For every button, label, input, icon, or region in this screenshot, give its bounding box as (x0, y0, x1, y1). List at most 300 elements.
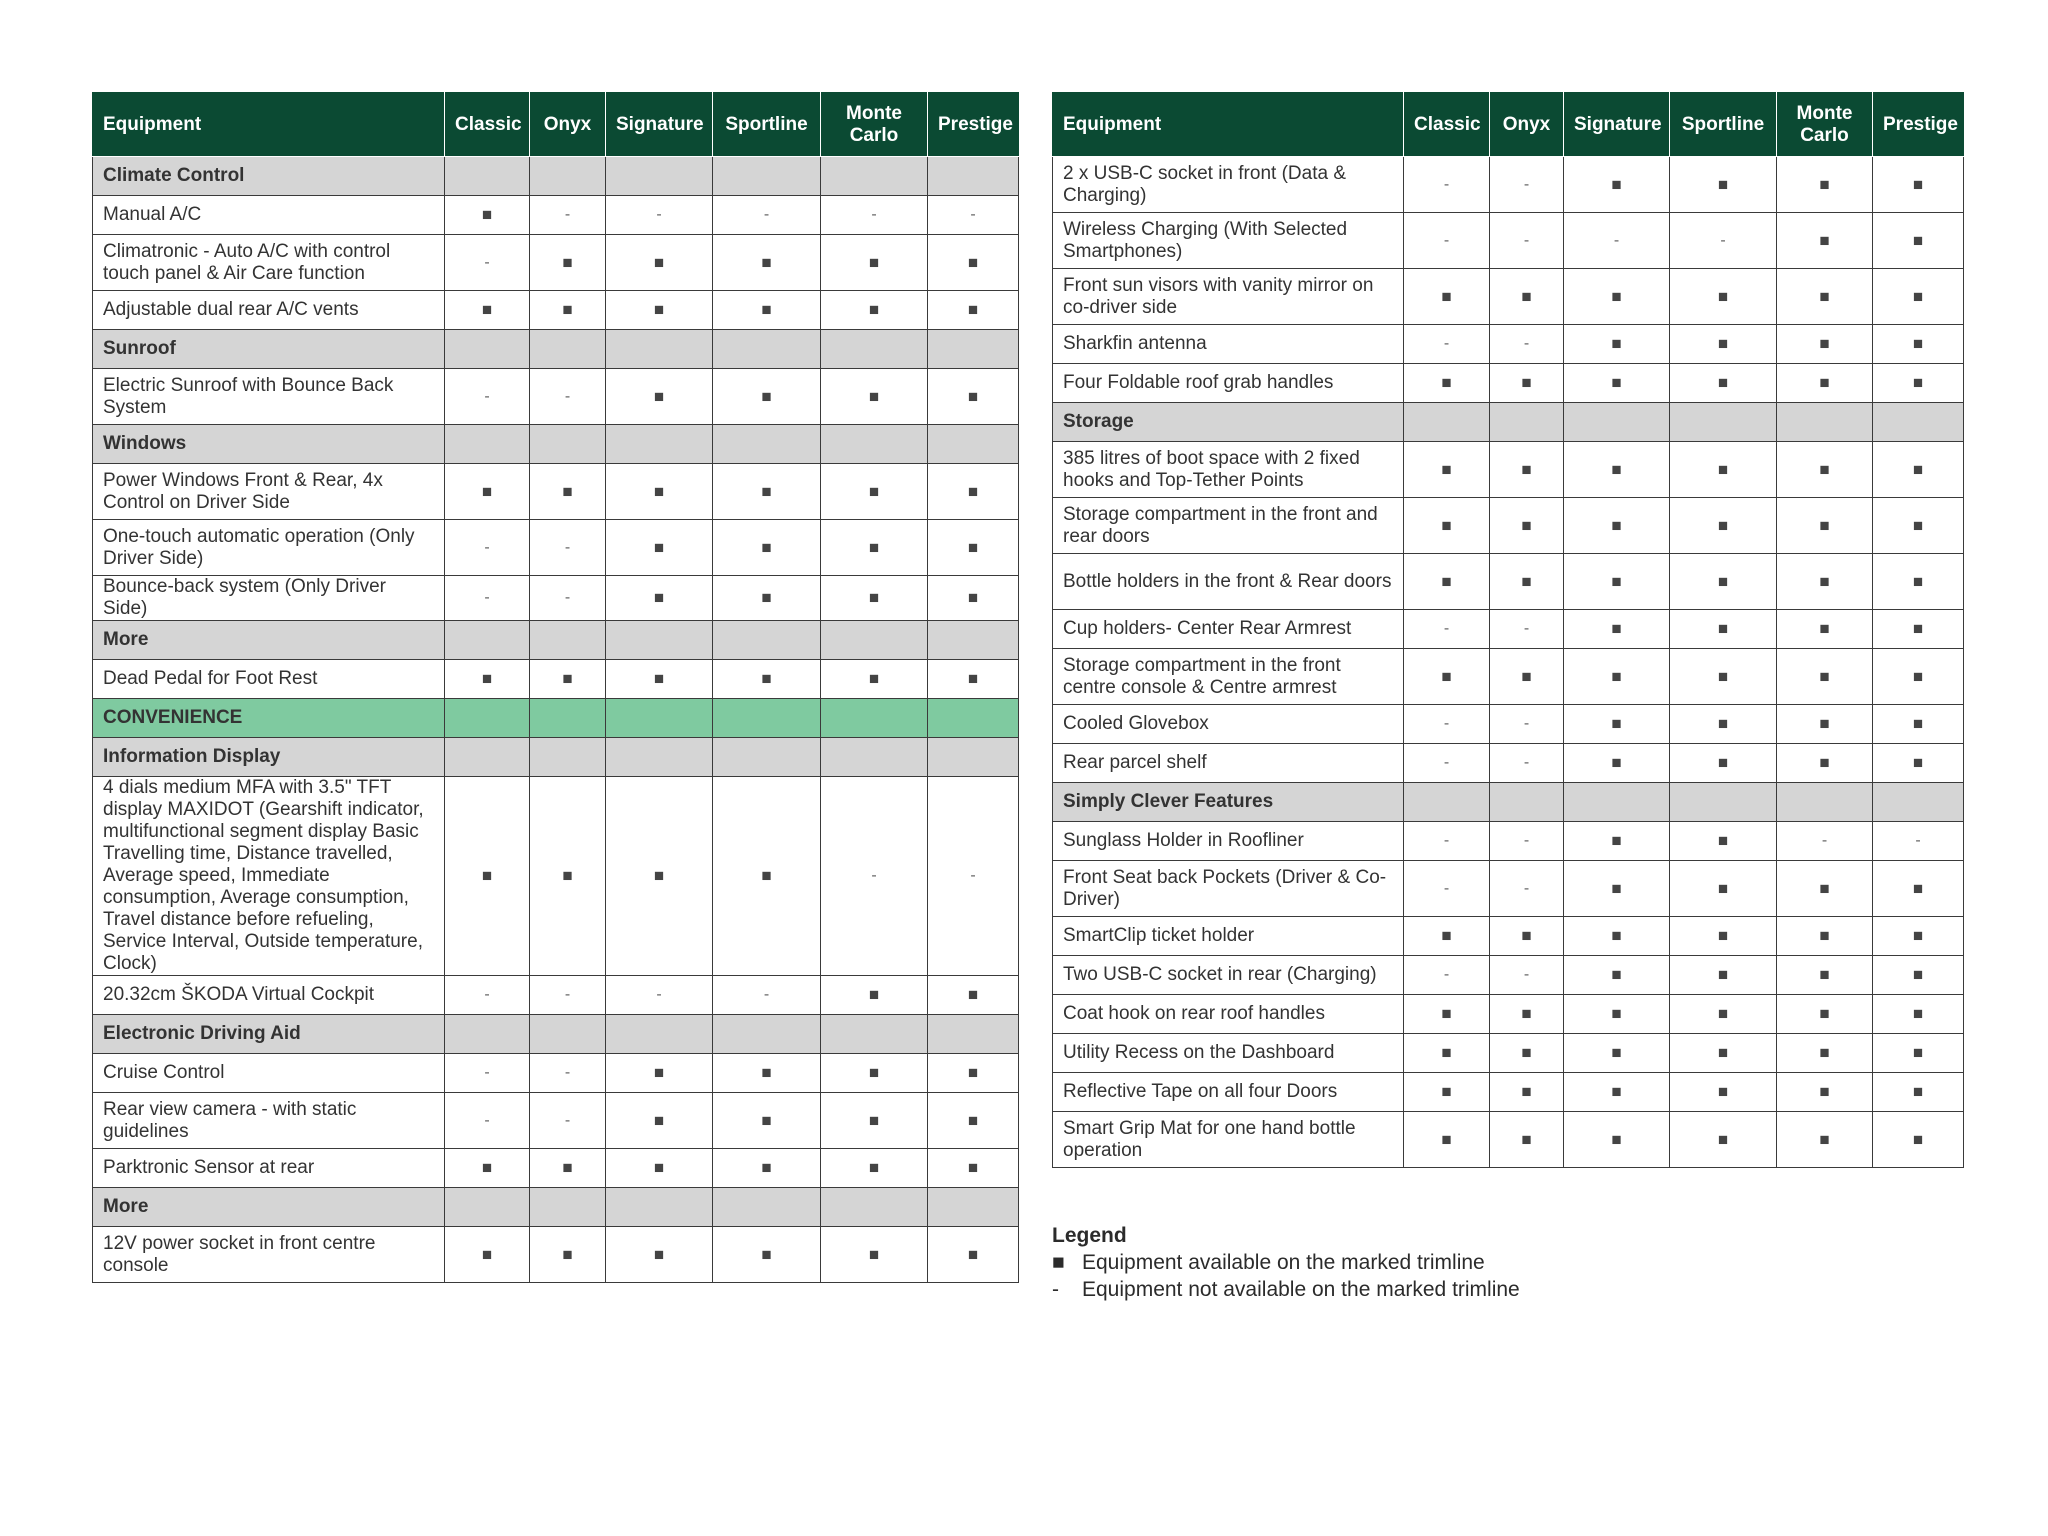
section-label: Sunroof (93, 330, 445, 369)
available-mark: ■ (445, 464, 530, 520)
available-mark: ■ (1873, 649, 1964, 705)
section-empty-cell (928, 1015, 1019, 1054)
available-mark: ■ (1670, 705, 1777, 744)
available-mark: ■ (606, 464, 713, 520)
available-mark: ■ (1404, 442, 1490, 498)
equipment-label: Cup holders- Center Rear Armrest (1053, 610, 1404, 649)
available-mark: ■ (928, 235, 1019, 291)
section-header-row (93, 425, 1019, 464)
available-mark: ■ (1777, 442, 1873, 498)
available-mark: ■ (928, 520, 1019, 576)
available-mark: ■ (530, 1227, 606, 1283)
section-empty-cell (928, 157, 1019, 196)
section-empty-cell (928, 425, 1019, 464)
available-mark: ■ (1670, 364, 1777, 403)
equipment-label: Rear parcel shelf (1053, 744, 1404, 783)
available-mark: ■ (1404, 649, 1490, 705)
section-empty-cell (530, 1015, 606, 1054)
not-available-mark: - (530, 1093, 606, 1149)
equipment-label: Four Foldable roof grab handles (1053, 364, 1404, 403)
table-row (1053, 157, 1964, 213)
available-mark: ■ (1670, 269, 1777, 325)
equipment-label: Parktronic Sensor at rear (93, 1149, 445, 1188)
section-empty-cell (928, 621, 1019, 660)
unavailable-marker-icon: - (1052, 1278, 1059, 1301)
available-mark: ■ (530, 235, 606, 291)
not-available-mark: - (1404, 822, 1490, 861)
available-mark: ■ (821, 576, 928, 621)
not-available-mark: - (530, 196, 606, 235)
section-header-row (93, 1015, 1019, 1054)
available-mark: ■ (1670, 744, 1777, 783)
header-cell: Classic (445, 93, 530, 157)
section-label: CONVENIENCE (93, 699, 445, 738)
available-mark: ■ (1777, 917, 1873, 956)
not-available-mark: - (445, 976, 530, 1015)
table-row (93, 576, 1019, 621)
available-mark: ■ (713, 576, 821, 621)
available-marker-icon: ■ (1052, 1251, 1065, 1274)
header-cell: Classic (1404, 93, 1490, 157)
available-mark: ■ (1873, 744, 1964, 783)
table-row (1053, 822, 1964, 861)
available-mark: ■ (1873, 498, 1964, 554)
section-empty-cell (606, 699, 713, 738)
available-mark: ■ (1670, 442, 1777, 498)
section-label: Electronic Driving Aid (93, 1015, 445, 1054)
available-mark: ■ (821, 464, 928, 520)
section-header-row (93, 621, 1019, 660)
table-row (93, 1093, 1019, 1149)
legend-item (1052, 1276, 1520, 1303)
available-mark: ■ (928, 291, 1019, 330)
section-empty-cell (1404, 403, 1490, 442)
available-mark: ■ (606, 291, 713, 330)
available-mark: ■ (530, 464, 606, 520)
equipment-label: Coat hook on rear roof handles (1053, 995, 1404, 1034)
available-mark: ■ (928, 1227, 1019, 1283)
section-empty-cell (530, 1188, 606, 1227)
table-row (93, 777, 1019, 976)
available-mark: ■ (1490, 442, 1564, 498)
available-mark: ■ (1404, 1112, 1490, 1168)
available-mark: ■ (1873, 442, 1964, 498)
available-mark: ■ (1564, 1112, 1670, 1168)
section-empty-cell (713, 738, 821, 777)
section-empty-cell (1564, 783, 1670, 822)
table-row (93, 196, 1019, 235)
available-mark: ■ (713, 777, 821, 976)
available-mark: ■ (445, 660, 530, 699)
available-mark: ■ (1404, 1034, 1490, 1073)
not-available-mark: - (1490, 157, 1564, 213)
available-mark: ■ (1670, 822, 1777, 861)
not-available-mark: - (1404, 325, 1490, 364)
available-mark: ■ (1490, 1112, 1564, 1168)
equipment-label: 2 x USB-C socket in front (Data & Charging) (1053, 157, 1404, 213)
available-mark: ■ (606, 777, 713, 976)
not-available-mark: - (821, 196, 928, 235)
available-mark: ■ (1564, 956, 1670, 995)
not-available-mark: - (713, 196, 821, 235)
section-empty-cell (606, 621, 713, 660)
available-mark: ■ (1670, 995, 1777, 1034)
available-mark: ■ (1777, 995, 1873, 1034)
section-empty-cell (606, 157, 713, 196)
section-empty-cell (1670, 783, 1777, 822)
available-mark: ■ (1564, 822, 1670, 861)
available-mark: ■ (1564, 610, 1670, 649)
available-mark: ■ (1564, 705, 1670, 744)
equipment-label: Sharkfin antenna (1053, 325, 1404, 364)
section-empty-cell (713, 1015, 821, 1054)
available-mark: ■ (821, 520, 928, 576)
available-mark: ■ (606, 660, 713, 699)
available-mark: ■ (1564, 917, 1670, 956)
section-empty-cell (713, 621, 821, 660)
section-empty-cell (1490, 783, 1564, 822)
not-available-mark: - (445, 369, 530, 425)
section-header-row (93, 738, 1019, 777)
available-mark: ■ (445, 1149, 530, 1188)
table-header-row (93, 93, 1019, 157)
table-row (93, 520, 1019, 576)
available-mark: ■ (1670, 554, 1777, 610)
available-mark: ■ (1777, 1034, 1873, 1073)
available-mark: ■ (445, 291, 530, 330)
not-available-mark: - (1404, 861, 1490, 917)
available-mark: ■ (1777, 744, 1873, 783)
available-mark: ■ (1777, 269, 1873, 325)
available-mark: ■ (530, 1149, 606, 1188)
section-empty-cell (1670, 403, 1777, 442)
section-empty-cell (821, 330, 928, 369)
available-mark: ■ (1490, 1073, 1564, 1112)
available-mark: ■ (606, 1093, 713, 1149)
table-row (93, 291, 1019, 330)
available-mark: ■ (606, 520, 713, 576)
not-available-mark: - (1490, 822, 1564, 861)
available-mark: ■ (928, 576, 1019, 621)
available-mark: ■ (1873, 364, 1964, 403)
section-header-row (1053, 403, 1964, 442)
available-mark: ■ (530, 660, 606, 699)
available-mark: ■ (1873, 213, 1964, 269)
available-mark: ■ (1490, 649, 1564, 705)
equipment-table-right (1052, 92, 1964, 1168)
available-mark: ■ (713, 464, 821, 520)
available-mark: ■ (713, 291, 821, 330)
available-mark: ■ (713, 1093, 821, 1149)
section-empty-cell (713, 425, 821, 464)
available-mark: ■ (1564, 1034, 1670, 1073)
available-mark: ■ (1873, 1034, 1964, 1073)
equipment-label: 20.32cm ŠKODA Virtual Cockpit (93, 976, 445, 1015)
section-empty-cell (1490, 403, 1564, 442)
available-mark: ■ (1564, 744, 1670, 783)
section-header-row (93, 1188, 1019, 1227)
available-mark: ■ (713, 369, 821, 425)
section-empty-cell (606, 738, 713, 777)
not-available-mark: - (445, 1054, 530, 1093)
available-mark: ■ (1777, 1073, 1873, 1112)
available-mark: ■ (1564, 364, 1670, 403)
available-mark: ■ (1490, 995, 1564, 1034)
available-mark: ■ (1777, 157, 1873, 213)
header-cell: Equipment (1053, 93, 1404, 157)
available-mark: ■ (928, 660, 1019, 699)
not-available-mark: - (1490, 325, 1564, 364)
available-mark: ■ (1670, 1073, 1777, 1112)
available-mark: ■ (606, 1054, 713, 1093)
available-mark: ■ (1873, 269, 1964, 325)
section-empty-cell (1777, 403, 1873, 442)
equipment-label: Adjustable dual rear A/C vents (93, 291, 445, 330)
section-empty-cell (713, 699, 821, 738)
not-available-mark: - (1404, 610, 1490, 649)
table-row (1053, 364, 1964, 403)
legend-text: Equipment available on the marked trimline (1082, 1251, 1485, 1274)
table-row (1053, 995, 1964, 1034)
not-available-mark: - (1490, 861, 1564, 917)
available-mark: ■ (1777, 498, 1873, 554)
not-available-mark: - (928, 196, 1019, 235)
available-mark: ■ (1564, 157, 1670, 213)
available-mark: ■ (713, 520, 821, 576)
available-mark: ■ (1670, 917, 1777, 956)
available-mark: ■ (1670, 1034, 1777, 1073)
section-empty-cell (445, 1188, 530, 1227)
available-mark: ■ (928, 1149, 1019, 1188)
available-mark: ■ (1777, 213, 1873, 269)
available-mark: ■ (1404, 269, 1490, 325)
table-row (1053, 861, 1964, 917)
not-available-mark: - (1490, 744, 1564, 783)
available-mark: ■ (1777, 364, 1873, 403)
available-mark: ■ (821, 235, 928, 291)
equipment-label: Electric Sunroof with Bounce Back System (93, 369, 445, 425)
available-mark: ■ (1670, 956, 1777, 995)
not-available-mark: - (1490, 213, 1564, 269)
equipment-label: Reflective Tape on all four Doors (1053, 1073, 1404, 1112)
section-empty-cell (530, 330, 606, 369)
table-row (1053, 917, 1964, 956)
available-mark: ■ (821, 976, 928, 1015)
section-label: More (93, 621, 445, 660)
table-row (1053, 1034, 1964, 1073)
legend (1052, 1222, 1520, 1303)
section-empty-cell (530, 621, 606, 660)
available-mark: ■ (928, 1093, 1019, 1149)
section-empty-cell (1564, 403, 1670, 442)
available-mark: ■ (445, 1227, 530, 1283)
table-row (1053, 498, 1964, 554)
available-mark: ■ (1873, 157, 1964, 213)
available-mark: ■ (1873, 917, 1964, 956)
available-mark: ■ (1873, 956, 1964, 995)
category-header-row (93, 699, 1019, 738)
header-cell: Onyx (530, 93, 606, 157)
available-mark: ■ (1564, 649, 1670, 705)
section-label: Simply Clever Features (1053, 783, 1404, 822)
available-mark: ■ (1404, 917, 1490, 956)
section-empty-cell (606, 425, 713, 464)
header-cell: Monte Carlo (1777, 93, 1873, 157)
available-mark: ■ (530, 777, 606, 976)
section-empty-cell (821, 1188, 928, 1227)
available-mark: ■ (1670, 325, 1777, 364)
available-mark: ■ (1564, 861, 1670, 917)
not-available-mark: - (445, 235, 530, 291)
table-row (1053, 956, 1964, 995)
available-mark: ■ (1670, 498, 1777, 554)
equipment-label: One-touch automatic operation (Only Driver Side) (93, 520, 445, 576)
available-mark: ■ (1564, 554, 1670, 610)
available-mark: ■ (1777, 610, 1873, 649)
available-mark: ■ (821, 1149, 928, 1188)
table-row (1053, 1112, 1964, 1168)
available-mark: ■ (1873, 705, 1964, 744)
not-available-mark: - (445, 576, 530, 621)
table-row (1053, 649, 1964, 705)
available-mark: ■ (445, 777, 530, 976)
available-mark: ■ (821, 1227, 928, 1283)
equipment-label: Cruise Control (93, 1054, 445, 1093)
table-row (93, 464, 1019, 520)
equipment-label: Storage compartment in the front centre console & Centre armrest (1053, 649, 1404, 705)
equipment-label: Dead Pedal for Foot Rest (93, 660, 445, 699)
section-empty-cell (821, 621, 928, 660)
available-mark: ■ (928, 976, 1019, 1015)
available-mark: ■ (1670, 1112, 1777, 1168)
available-mark: ■ (1490, 269, 1564, 325)
not-available-mark: - (1490, 705, 1564, 744)
equipment-label: Two USB-C socket in rear (Charging) (1053, 956, 1404, 995)
not-available-mark: - (1404, 744, 1490, 783)
header-cell: Equipment (93, 93, 445, 157)
not-available-mark: - (1490, 956, 1564, 995)
equipment-label: Sunglass Holder in Roofliner (1053, 822, 1404, 861)
equipment-label: Climatronic - Auto A/C with control touch panel & Air Care function (93, 235, 445, 291)
available-mark: ■ (1564, 995, 1670, 1034)
available-mark: ■ (928, 464, 1019, 520)
section-empty-cell (1873, 783, 1964, 822)
available-mark: ■ (1873, 610, 1964, 649)
table-row (1053, 744, 1964, 783)
available-mark: ■ (713, 1227, 821, 1283)
not-available-mark: - (530, 576, 606, 621)
equipment-label: 4 dials medium MFA with 3.5" TFT display MAXIDOT (Gearshift indicator, multifunctional segment display Basic Travelling time, Distance travelled, Average speed, Immediate consumption, Average consumption, Travel distance before refueling, Service Interval, Outside temperature, Clock) (93, 777, 445, 976)
available-mark: ■ (1777, 705, 1873, 744)
equipment-label: 385 litres of boot space with 2 fixed hooks and Top-Tether Points (1053, 442, 1404, 498)
legend-text: Equipment not available on the marked trimline (1082, 1278, 1520, 1301)
available-mark: ■ (1564, 498, 1670, 554)
table-row (1053, 705, 1964, 744)
header-cell: Signature (606, 93, 713, 157)
available-mark: ■ (1777, 325, 1873, 364)
table-row (1053, 269, 1964, 325)
not-available-mark: - (713, 976, 821, 1015)
header-cell: Sportline (1670, 93, 1777, 157)
available-mark: ■ (1873, 1073, 1964, 1112)
available-mark: ■ (1873, 1112, 1964, 1168)
not-available-mark: - (1490, 610, 1564, 649)
equipment-label: SmartClip ticket holder (1053, 917, 1404, 956)
table-row (1053, 442, 1964, 498)
section-label: Information Display (93, 738, 445, 777)
section-empty-cell (821, 699, 928, 738)
equipment-label: Power Windows Front & Rear, 4x Control on Driver Side (93, 464, 445, 520)
table-row (93, 369, 1019, 425)
available-mark: ■ (1564, 325, 1670, 364)
equipment-label: Smart Grip Mat for one hand bottle operation (1053, 1112, 1404, 1168)
available-mark: ■ (821, 660, 928, 699)
section-empty-cell (928, 738, 1019, 777)
section-empty-cell (445, 425, 530, 464)
available-mark: ■ (606, 1149, 713, 1188)
section-label: Climate Control (93, 157, 445, 196)
section-empty-cell (606, 330, 713, 369)
section-label: Windows (93, 425, 445, 464)
equipment-label: Utility Recess on the Dashboard (1053, 1034, 1404, 1073)
available-mark: ■ (1490, 498, 1564, 554)
section-header-row (93, 330, 1019, 369)
equipment-label: Wireless Charging (With Selected Smartphones) (1053, 213, 1404, 269)
table-row (93, 976, 1019, 1015)
available-mark: ■ (1404, 1073, 1490, 1112)
not-available-mark: - (821, 777, 928, 976)
available-mark: ■ (530, 291, 606, 330)
available-mark: ■ (1873, 995, 1964, 1034)
section-label: Storage (1053, 403, 1404, 442)
legend-item (1052, 1249, 1520, 1276)
table-header-row (1053, 93, 1964, 157)
not-available-mark: - (1404, 213, 1490, 269)
section-empty-cell (530, 425, 606, 464)
section-empty-cell (445, 621, 530, 660)
not-available-mark: - (1404, 956, 1490, 995)
not-available-mark: - (606, 976, 713, 1015)
available-mark: ■ (713, 235, 821, 291)
available-mark: ■ (1777, 861, 1873, 917)
not-available-mark: - (530, 520, 606, 576)
equipment-label: Bounce-back system (Only Driver Side) (93, 576, 445, 621)
section-empty-cell (445, 738, 530, 777)
not-available-mark: - (1564, 213, 1670, 269)
equipment-label: Manual A/C (93, 196, 445, 235)
section-empty-cell (1404, 783, 1490, 822)
available-mark: ■ (1564, 442, 1670, 498)
available-mark: ■ (1873, 861, 1964, 917)
available-mark: ■ (1490, 1034, 1564, 1073)
equipment-label: Rear view camera - with static guidelines (93, 1093, 445, 1149)
section-empty-cell (1873, 403, 1964, 442)
section-empty-cell (713, 330, 821, 369)
section-empty-cell (445, 157, 530, 196)
section-empty-cell (606, 1015, 713, 1054)
table-row (1053, 1073, 1964, 1112)
equipment-label: Bottle holders in the front & Rear doors (1053, 554, 1404, 610)
table-row (1053, 325, 1964, 364)
available-mark: ■ (606, 235, 713, 291)
available-mark: ■ (606, 369, 713, 425)
table-row (1053, 610, 1964, 649)
not-available-mark: - (1670, 213, 1777, 269)
not-available-mark: - (445, 1093, 530, 1149)
available-mark: ■ (1564, 269, 1670, 325)
section-empty-cell (821, 157, 928, 196)
section-empty-cell (530, 738, 606, 777)
